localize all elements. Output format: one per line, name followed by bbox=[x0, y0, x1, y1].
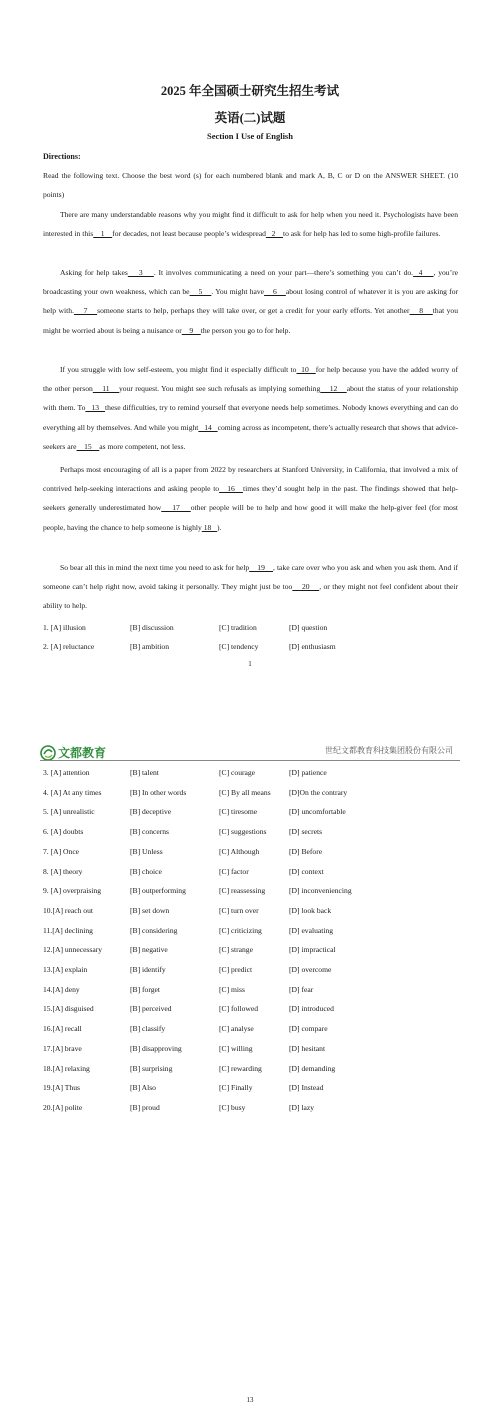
option-choice: 8. [A] theory bbox=[43, 866, 83, 876]
page-number: 1 bbox=[248, 660, 252, 668]
option-choice: [B] classify bbox=[130, 1024, 166, 1034]
option-row bbox=[43, 847, 463, 859]
passage-paragraph-3 bbox=[43, 360, 458, 456]
option-choice: 19.[A] Thus bbox=[43, 1083, 80, 1093]
answer-blank: 15 bbox=[76, 441, 100, 451]
option-row bbox=[43, 985, 463, 997]
option-choice: 18.[A] relaxing bbox=[43, 1063, 90, 1073]
option-choice: 9. [A] overpraising bbox=[43, 886, 101, 896]
option-choice: [B] talent bbox=[130, 768, 159, 777]
passage-text: times they’d sought help in the past. The findings showed that help-seekers generally underestimated how bbox=[43, 484, 459, 513]
option-choice: [C] criticizing bbox=[219, 925, 262, 935]
option-choice: [B] deceptive bbox=[130, 807, 172, 817]
option-choice: [B] forget bbox=[130, 984, 161, 994]
option-choice: [B] Unless bbox=[130, 846, 163, 856]
option-choice: [D] evaluating bbox=[289, 925, 334, 935]
option-row bbox=[43, 788, 463, 800]
option-choice: [D] context bbox=[289, 866, 324, 876]
option-choice: 17.[A] brave bbox=[43, 1043, 82, 1053]
answer-blank: 20 bbox=[292, 582, 320, 592]
option-choice: [D] impractical bbox=[289, 945, 336, 955]
option-row bbox=[43, 965, 463, 977]
option-choice: [D] secrets bbox=[289, 827, 323, 837]
option-choice: 4. [A] At any times bbox=[43, 787, 102, 797]
option-choice: [D] hesitant bbox=[289, 1043, 326, 1053]
option-choice: 16.[A] recall bbox=[43, 1024, 82, 1034]
option-choice: [D] fear bbox=[289, 984, 314, 994]
option-choice: [B] In other words bbox=[130, 787, 187, 797]
answer-blank: 12 bbox=[320, 384, 347, 394]
option-choice: 6. [A] doubts bbox=[43, 827, 84, 837]
passage-text: your request. You might see such refusals as implying something bbox=[118, 384, 321, 394]
option-row bbox=[43, 1103, 463, 1115]
option-choice: [C] By all means bbox=[219, 787, 271, 797]
option-choice: [B] disapproving bbox=[130, 1043, 182, 1053]
answer-blank: 10 bbox=[296, 365, 316, 374]
option-choice: [C] miss bbox=[219, 984, 245, 994]
passage-paragraph-1 bbox=[43, 205, 458, 243]
passage-text: for help because you have the added worry of the other person bbox=[43, 365, 458, 394]
header-divider bbox=[40, 760, 460, 761]
option-choice: [B] ambition bbox=[130, 642, 170, 651]
section-title: Section I Use of English bbox=[207, 131, 293, 141]
option-choice: [B] perceived bbox=[130, 1004, 172, 1014]
option-choice: [C] analyse bbox=[219, 1024, 254, 1034]
option-choice: 10.[A] reach out bbox=[43, 905, 93, 915]
option-choice: 15.[A] disguised bbox=[43, 1004, 94, 1014]
passage-text: If you struggle with low self-esteem, you might find it especially difficult to bbox=[60, 365, 297, 374]
option-row bbox=[43, 827, 463, 839]
option-choice: [B] set down bbox=[130, 905, 170, 915]
option-choice: 20.[A] polite bbox=[43, 1102, 83, 1112]
option-choice: [D] look back bbox=[289, 905, 332, 915]
option-choice: [C] tiresome bbox=[219, 807, 258, 817]
option-choice: [C] strange bbox=[219, 945, 253, 955]
option-choice: [B] discussion bbox=[130, 623, 174, 632]
answer-blank: 11 bbox=[92, 384, 119, 394]
option-row bbox=[43, 926, 463, 938]
option-choice: [B] surprising bbox=[130, 1063, 173, 1073]
option-choice: [B] identify bbox=[130, 965, 166, 974]
answer-blank: 9 bbox=[181, 325, 201, 335]
option-choice: [C] predict bbox=[219, 965, 253, 974]
option-row bbox=[43, 1024, 463, 1036]
option-choice: [D] overcome bbox=[289, 965, 332, 974]
option-row bbox=[43, 807, 463, 819]
option-choice: [D] patience bbox=[289, 768, 327, 777]
answer-blank: 19 bbox=[249, 563, 274, 572]
option-choice: 11.[A] declining bbox=[43, 925, 93, 935]
answer-blank: 5 bbox=[189, 287, 212, 297]
option-choice: [C] tendency bbox=[219, 642, 259, 651]
passage-text: the person you go to for help. bbox=[200, 325, 291, 335]
passage-paragraph-5 bbox=[43, 558, 458, 616]
answer-blank: 13 bbox=[85, 403, 106, 413]
option-choice: [C] willing bbox=[219, 1043, 253, 1053]
passage-text: . You might have bbox=[211, 287, 265, 297]
option-choice: [D] lazy bbox=[289, 1102, 315, 1112]
option-choice: [C] rewarding bbox=[219, 1063, 262, 1073]
answer-blank: 6 bbox=[264, 287, 286, 297]
option-choice: 12.[A] unnecessary bbox=[43, 945, 103, 955]
option-choice: [D] compare bbox=[289, 1024, 328, 1034]
exam-title: 2025 年全国硕士研究生招生考试 bbox=[160, 84, 340, 98]
answer-blank: 16 bbox=[219, 484, 243, 494]
option-row bbox=[43, 867, 463, 879]
passage-text: So bear all this in mind the next time you need to ask for help bbox=[60, 563, 250, 572]
answer-blank: 7 bbox=[73, 306, 98, 316]
option-choice: [C] suggestions bbox=[219, 827, 267, 837]
wendu-logo bbox=[40, 745, 120, 761]
option-choice: [C] busy bbox=[219, 1102, 246, 1112]
passage-text: as more competent, not less. bbox=[99, 441, 186, 451]
passage-text: to ask for help has led to some high-profile failures. bbox=[283, 229, 441, 239]
page-number-2: 13 bbox=[246, 1396, 254, 1404]
option-choice: [D] Instead bbox=[289, 1083, 324, 1093]
option-choice: 13.[A] explain bbox=[43, 965, 88, 974]
option-choice: [C] Although bbox=[219, 846, 260, 856]
passage-text: There are many understandable reasons why you might find it difficult to ask for help when you need it. Psychologists have been interested in this bbox=[43, 210, 458, 239]
option-choice: [D] introduced bbox=[289, 1004, 334, 1014]
passage-paragraph-2 bbox=[43, 263, 458, 340]
passage-text: , take care over who you ask and when you ask them. And if someone can’t help right now, avoid taking it personally. They might just be too bbox=[43, 563, 459, 592]
option-row bbox=[43, 1064, 463, 1076]
option-choice: [D]On the contrary bbox=[289, 787, 348, 797]
option-row bbox=[43, 768, 463, 780]
passage-text: Perhaps most encouraging of all is a paper from 2022 by researchers at Stanford University, in California, that involved a mix of contrived help-seeking interactions and asking people to bbox=[43, 465, 458, 494]
option-choice: [B] choice bbox=[130, 866, 162, 876]
option-choice: [C] Finally bbox=[219, 1083, 253, 1093]
passage-text: , or they might not feel confident about their ability to help. bbox=[43, 582, 458, 611]
option-choice: 3. [A] attention bbox=[43, 768, 90, 777]
option-row bbox=[43, 1044, 463, 1056]
passage-text: about losing control of whatever it is you are asking for help with. bbox=[43, 287, 459, 316]
answer-blank: 3 bbox=[127, 268, 154, 277]
option-row bbox=[43, 1004, 463, 1016]
option-choice: [C] courage bbox=[219, 768, 256, 777]
passage-paragraph-4 bbox=[43, 460, 458, 537]
directions-text: Read the following text. Choose the best word (s) for each numbered blank and mark A, B, C or D on the ANSWER SHEET. (10 points) bbox=[43, 171, 458, 200]
passage-text: coming across as incompetent, there’s actually research that shows that advice-seekers are bbox=[43, 422, 459, 451]
passage-text: other people will be to help and how good it will make the help-giver feel (for most people, having the chance to help someone is highly bbox=[43, 503, 458, 532]
option-row bbox=[43, 623, 463, 635]
option-choice: [C] reassessing bbox=[219, 886, 266, 896]
option-choice: [C] factor bbox=[219, 866, 249, 876]
option-choice: 14.[A] deny bbox=[43, 984, 80, 994]
answer-blank: 2 bbox=[265, 229, 283, 239]
option-choice: [D] question bbox=[289, 623, 328, 632]
option-choice: 2. [A] reluctance bbox=[43, 642, 95, 651]
option-choice: [C] followed bbox=[219, 1004, 259, 1014]
option-choice: [C] tradition bbox=[219, 623, 257, 632]
option-choice: [B] negative bbox=[130, 945, 168, 955]
option-choice: [D] inconveniencing bbox=[289, 886, 352, 896]
option-choice: [B] outperforming bbox=[130, 886, 186, 896]
answer-blank: 4 bbox=[413, 268, 434, 277]
option-choice: [C] turn over bbox=[219, 905, 259, 915]
passage-text: about the status of your relationship with them. To bbox=[43, 384, 459, 413]
answer-blank: 14 bbox=[198, 422, 218, 432]
logo-text: 文都教育 bbox=[58, 746, 107, 760]
option-row bbox=[43, 1083, 463, 1095]
option-choice: [D] uncomfortable bbox=[289, 807, 346, 817]
answer-blank: 8 bbox=[409, 306, 433, 316]
company-name: 世纪文都教育科技集团股份有限公司 bbox=[325, 746, 453, 755]
option-row bbox=[43, 642, 463, 654]
option-choice: 7. [A] Once bbox=[43, 846, 80, 856]
passage-text: for decades, not least because people’s widespread bbox=[112, 229, 266, 239]
option-choice: [B] proud bbox=[130, 1102, 160, 1112]
passage-text: that you might be worried about is being a nuisance or bbox=[43, 306, 459, 335]
passage-text: . It involves communicating a need on your part—there’s something you can’t do. bbox=[153, 268, 414, 277]
directions-label: Directions: bbox=[43, 152, 81, 161]
option-row bbox=[43, 906, 463, 918]
option-choice: [B] Also bbox=[130, 1083, 156, 1093]
option-row bbox=[43, 886, 463, 898]
passage-text: , you’re broadcasting your own weakness, which can be bbox=[43, 268, 459, 297]
answer-blank: 1 bbox=[93, 229, 113, 239]
passage-text: ). bbox=[216, 522, 222, 532]
option-choice: [B] considering bbox=[130, 925, 178, 935]
passage-text: Asking for help takes bbox=[60, 268, 128, 277]
passage-text: someone starts to help, perhaps they will take over, or get a credit for your early efforts. Yet another bbox=[97, 306, 410, 316]
option-choice: [D] Before bbox=[289, 846, 323, 856]
option-choice: [D] demanding bbox=[289, 1063, 336, 1073]
option-choice: 5. [A] unrealistic bbox=[43, 807, 95, 817]
option-choice: [B] concerns bbox=[130, 827, 170, 837]
exam-subtitle: 英语(二)试题 bbox=[214, 111, 286, 125]
option-choice: [D] enthusiasm bbox=[289, 642, 336, 651]
answer-blank: 17 bbox=[161, 503, 191, 513]
option-choice: 1. [A] illusion bbox=[43, 623, 86, 632]
passage-text: these difficulties, try to remind yourself that everyone needs help sometimes. Nobody knows everything and can do everything all by themselves. And while you might bbox=[43, 403, 458, 432]
option-row bbox=[43, 945, 463, 957]
answer-blank: 18 bbox=[201, 522, 217, 532]
